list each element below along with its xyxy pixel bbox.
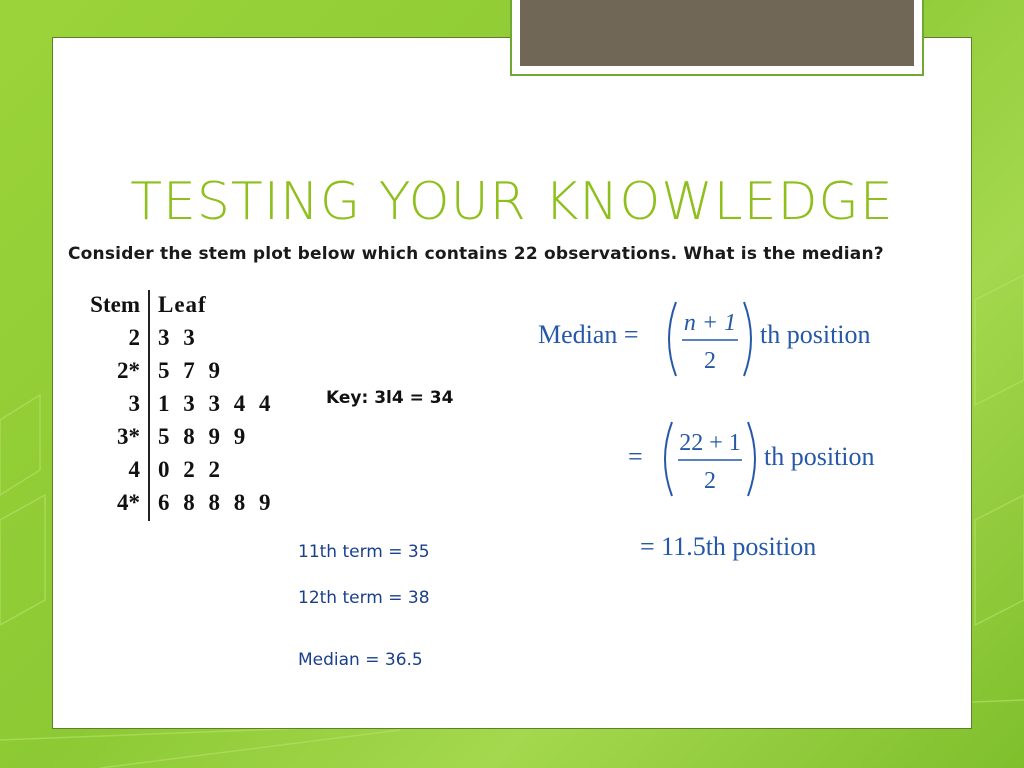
stem-plot-row bbox=[84, 488, 272, 521]
stem-plot-row bbox=[84, 356, 272, 389]
leaf-values: 5 7 9 bbox=[158, 357, 221, 383]
leaf-values: 5 8 9 9 bbox=[158, 423, 247, 449]
stem-plot-row bbox=[84, 455, 272, 488]
formula-result: = 11.5th position bbox=[640, 532, 817, 561]
stem-value: 2* bbox=[84, 356, 149, 389]
leaf-values: 6 8 8 8 9 bbox=[158, 489, 272, 515]
formula-th-position-2: th position bbox=[764, 442, 875, 471]
fraction-n-plus-1-over-2 bbox=[660, 298, 760, 380]
stem-value: 2 bbox=[84, 323, 149, 356]
stem-plot-row bbox=[84, 422, 272, 455]
leaf-values: 1 3 3 4 4 bbox=[158, 390, 272, 416]
header-tab bbox=[510, 0, 924, 76]
stem-value: 3* bbox=[84, 422, 149, 455]
formula-th-position: th position bbox=[760, 320, 871, 349]
stem-header: Stem bbox=[84, 290, 149, 323]
stem-plot-row bbox=[84, 389, 272, 422]
leaf-values: 3 3 bbox=[158, 324, 196, 350]
fraction-numerator: 22 + 1 bbox=[679, 430, 741, 456]
twelfth-term: 12th term = 38 bbox=[298, 588, 430, 608]
formula-equals: = bbox=[628, 442, 643, 471]
stem-value: 4 bbox=[84, 455, 149, 488]
stem-value: 3 bbox=[84, 389, 149, 422]
fraction-22-plus-1-over-2 bbox=[656, 418, 764, 500]
stem-plot-header-row bbox=[84, 290, 272, 323]
leaf-values: 0 2 2 bbox=[158, 456, 221, 482]
header-tab-fill bbox=[520, 0, 914, 66]
median-result: Median = 36.5 bbox=[298, 650, 423, 670]
fraction-numerator: n + 1 bbox=[683, 310, 737, 336]
stem-plot-key: Key: 3l4 = 34 bbox=[326, 388, 454, 408]
slide-title: TESTING YOUR KNOWLEDGE bbox=[130, 172, 894, 232]
eleventh-term: 11th term = 35 bbox=[298, 542, 430, 562]
question-text: Consider the stem plot below which contains 22 observations. What is the median? bbox=[68, 244, 884, 264]
fraction-denominator: 2 bbox=[704, 468, 716, 494]
leaf-header: Leaf bbox=[158, 291, 207, 317]
stem-value: 4* bbox=[84, 488, 149, 521]
stem-and-leaf-plot bbox=[84, 290, 272, 521]
formula-median-label: Median = bbox=[538, 320, 639, 349]
fraction-denominator: 2 bbox=[704, 348, 716, 374]
stem-plot-row bbox=[84, 323, 272, 356]
